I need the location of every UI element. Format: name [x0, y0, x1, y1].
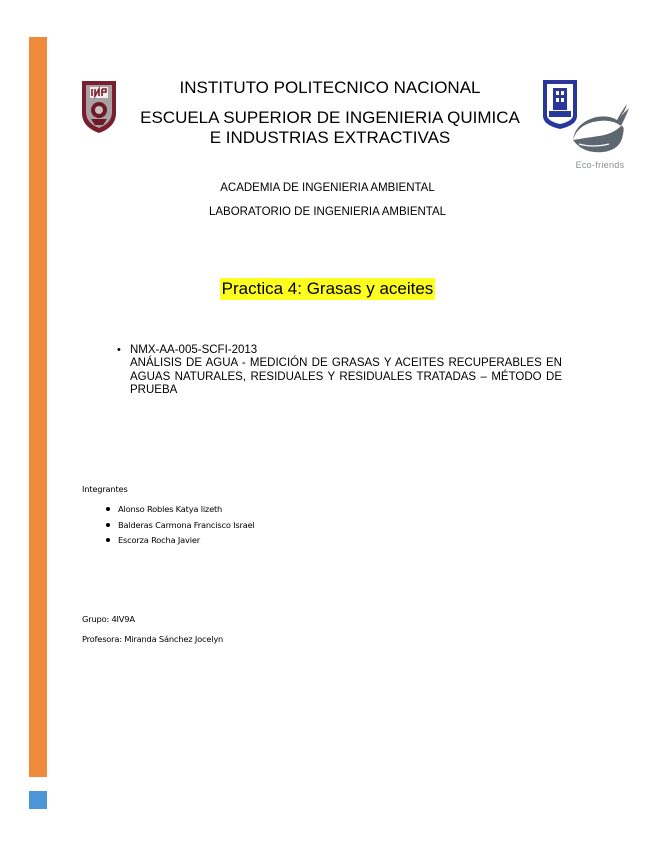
practice-title: Practica 4: Grasas y aceites: [221, 279, 434, 298]
academy-name: ACADEMIA DE INGENIERIA AMBIENTAL: [220, 182, 435, 194]
ipn-logo-icon: [79, 79, 119, 135]
members-heading: Integrantes: [82, 484, 128, 494]
school-name-line1: ESCUELA SUPERIOR DE INGENIERIA QUIMICA: [140, 108, 520, 127]
corner-accent-square: [29, 791, 47, 809]
norm-code: NMX-AA-005-SCFI-2013: [130, 344, 258, 356]
laboratory-name: LABORATORIO DE INGENIERIA AMBIENTAL: [208, 206, 447, 218]
practice-title-block: [100, 278, 555, 300]
eco-friends-text: Eco-friends: [575, 160, 625, 170]
member-name: Balderas Carmona Francisco Israel: [118, 519, 255, 530]
member-name: Alonso Robles Katya lizeth: [118, 504, 223, 514]
side-accent-bar: [29, 37, 47, 777]
bullet-icon: [106, 538, 110, 542]
school-name-line2: E INDUSTRIAS EXTRACTIVAS: [209, 128, 451, 147]
norm-description: ANÁLISIS DE AGUA - MEDICIÓN DE GRASAS Y ACEITES RECUPERABLES EN AGUAS NATURALES, RESIDUALES Y RESIDUALES TRATADAS – MÉTODO DE PRUEBA: [130, 357, 562, 396]
group-label: Grupo: 4IV9A: [82, 614, 135, 624]
member-name: Escorza Rocha Javier: [118, 535, 200, 546]
teacher-label: Profesora: Miranda Sánchez Jocelyn: [82, 634, 224, 644]
bullet-icon: •: [117, 344, 121, 356]
bullet-icon: [106, 523, 110, 527]
bullet-icon: [106, 507, 110, 511]
institute-title: INSTITUTO POLITECNICO NACIONAL: [179, 78, 481, 97]
